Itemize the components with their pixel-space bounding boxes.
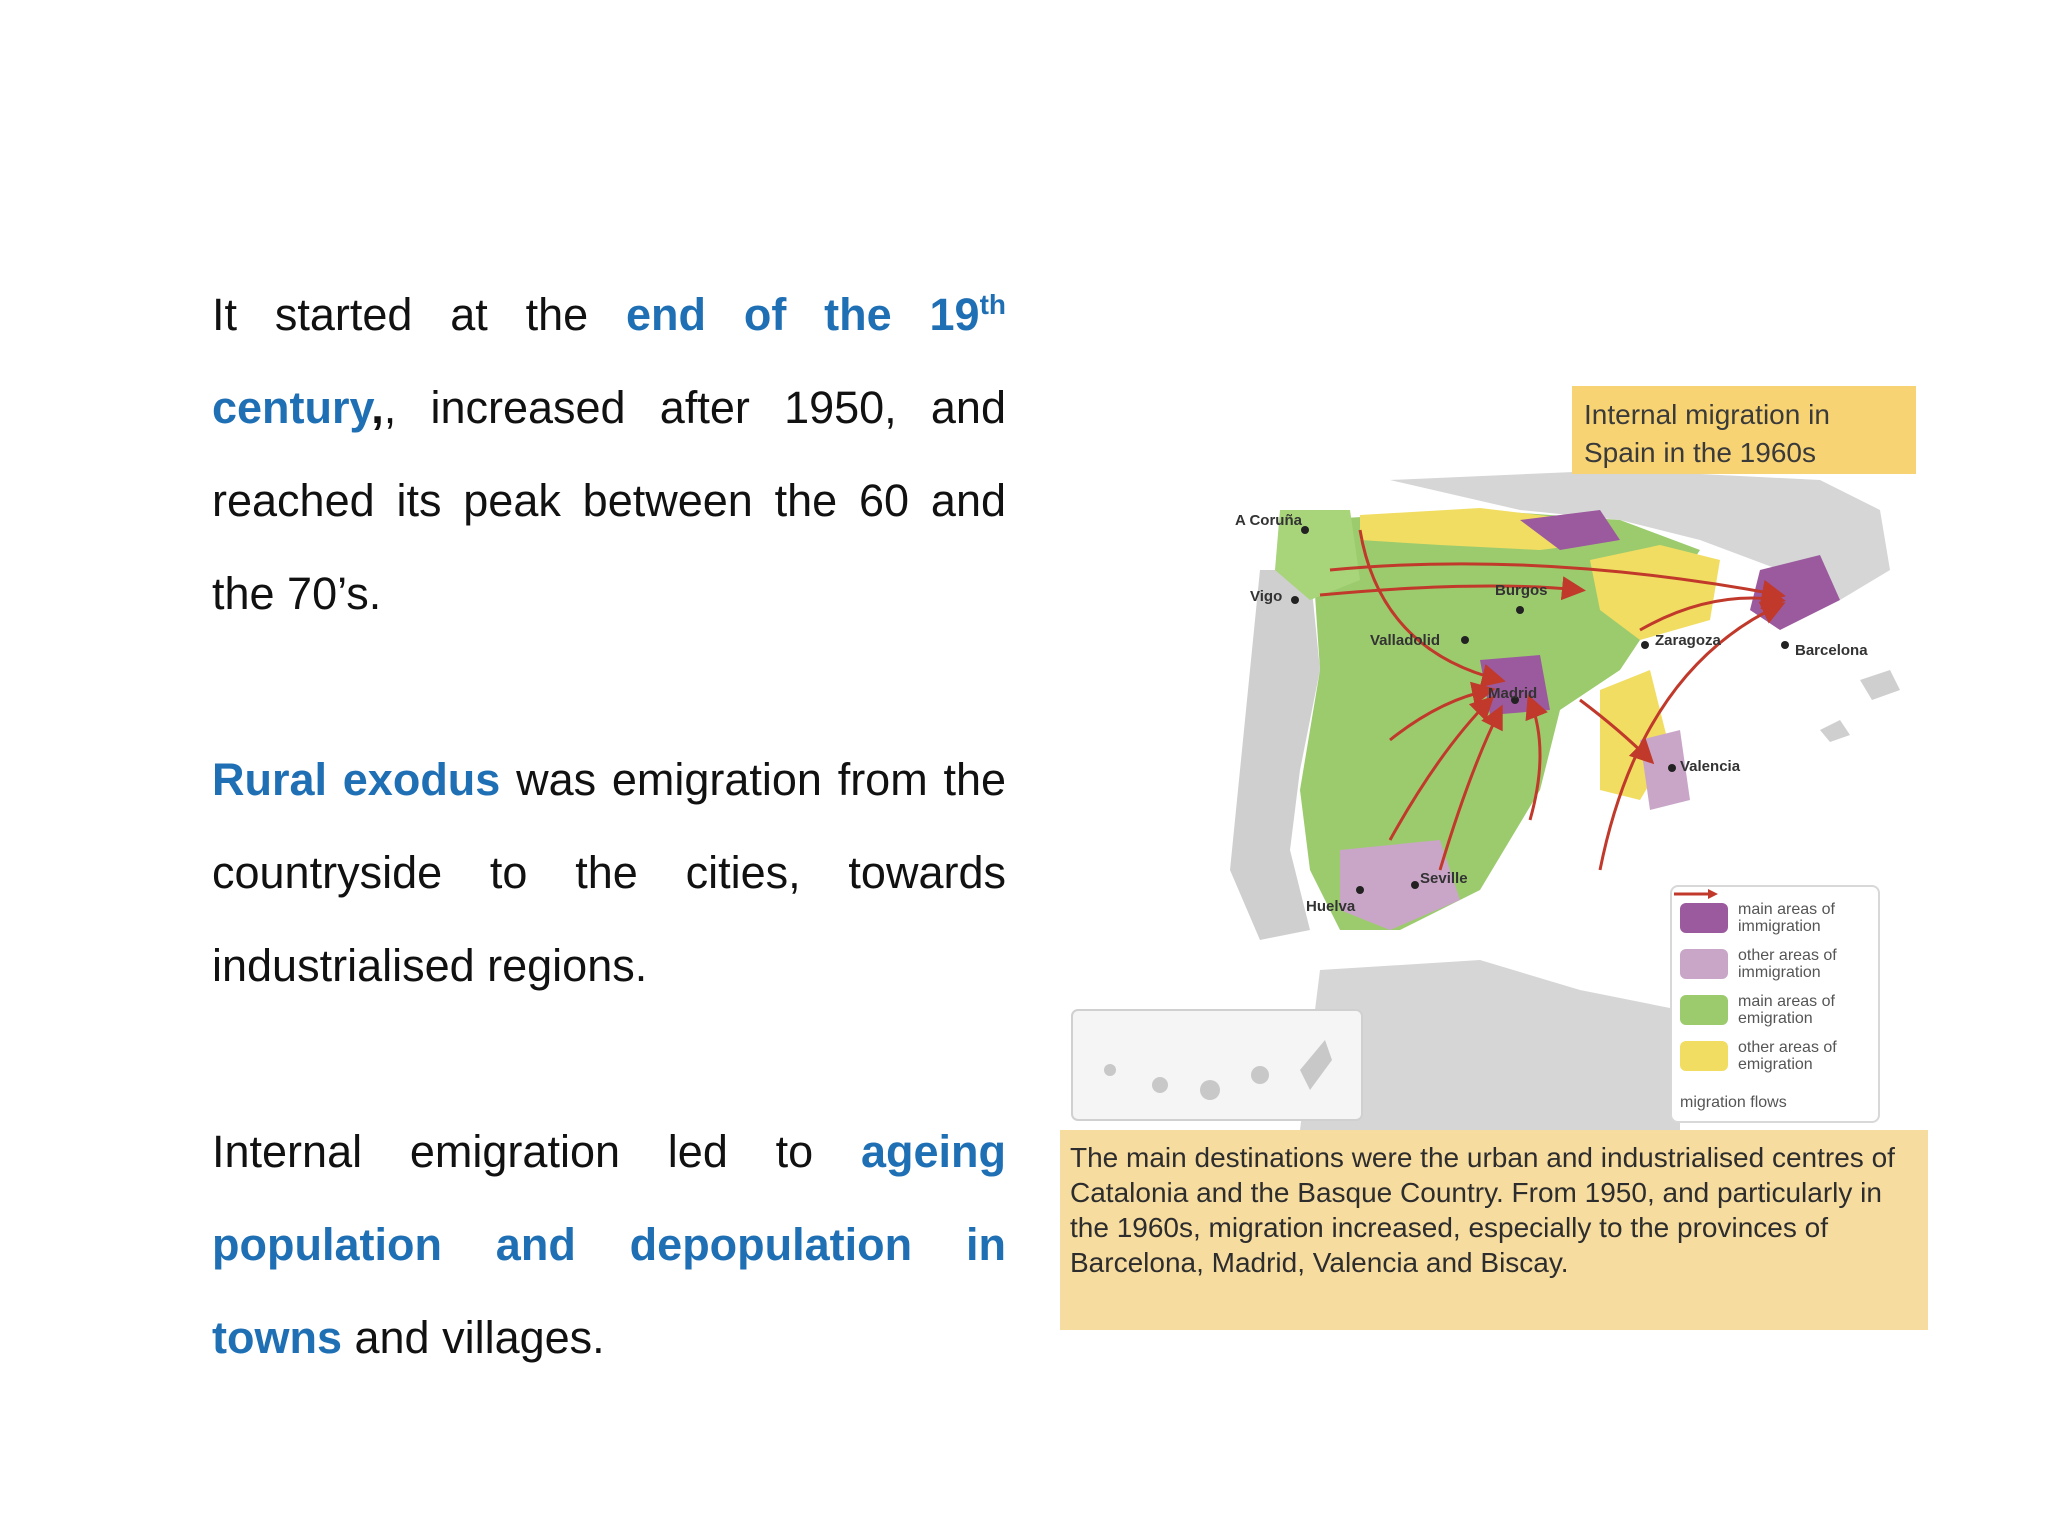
map-caption: The main destinations were the urban and industrialised centres of Catalonia and the Basque Country. From 1950, and particularly in the 1960s, migration increased, especially to the provinces of Barcelona, Madrid, Valencia and Biscay. (1060, 1130, 1928, 1330)
city-dot (1516, 606, 1524, 614)
legend-label: main areas of emigration (1738, 993, 1835, 1027)
canary-island (1104, 1064, 1116, 1076)
legend-item-other-emigration (1680, 1033, 1870, 1079)
legend-label: other areas of emigration (1738, 1039, 1837, 1073)
city-label-sevilla: Seville (1420, 870, 1468, 887)
canary-island (1251, 1066, 1269, 1084)
migration-map-figure (1060, 370, 1928, 1330)
flow-arrow-icon (1672, 887, 1720, 901)
city-label-barcelona: Barcelona (1795, 642, 1868, 659)
city-dot (1781, 641, 1789, 649)
canary-island (1200, 1080, 1220, 1100)
city-label-vigo: Vigo (1250, 588, 1283, 605)
legend-item-other-immigration (1680, 941, 1870, 987)
highlight-ageing-depopulation: ageing population and depopulation in towns (212, 1126, 1006, 1363)
city-label-valladolid: Valladolid (1370, 632, 1441, 649)
city-label-huelva: Huelva (1306, 898, 1356, 915)
text-span: and villages. (342, 1312, 605, 1363)
legend-label: main areas of immigration (1738, 901, 1835, 935)
legend-item-flows (1680, 1079, 1870, 1125)
legend-item-main-immigration (1680, 895, 1870, 941)
comma: , (371, 382, 384, 433)
text-span: Internal emigration led to (212, 1126, 861, 1177)
paragraph-rural-exodus (212, 733, 1006, 1012)
legend-swatch (1680, 903, 1728, 933)
city-dot (1411, 881, 1419, 889)
text-span: century (212, 382, 372, 433)
highlight-rural-exodus: Rural exodus (212, 754, 501, 805)
map-legend (1670, 885, 1880, 1123)
text-span: It started at the (212, 289, 627, 340)
city-label-coruna: A Coruña (1235, 512, 1302, 529)
city-dot (1461, 636, 1469, 644)
city-label-zaragoza: Zaragoza (1655, 632, 1721, 649)
legend-label: migration flows (1680, 1093, 1787, 1111)
text-column (212, 268, 1006, 1384)
legend-swatch (1680, 1041, 1728, 1071)
text-span: , increased after 1950, and reached its peak between the 60 and the 70’s. (212, 382, 1006, 619)
city-label-madrid: Madrid (1488, 685, 1538, 702)
legend-swatch (1680, 949, 1728, 979)
text-span: end of the 19 (626, 289, 980, 340)
city-dot (1291, 596, 1299, 604)
map-title: Internal migration in Spain in the 1960s (1572, 386, 1916, 474)
city-label-burgos: Burgos (1495, 582, 1548, 599)
paragraph-consequences (212, 1105, 1006, 1384)
city-dot (1668, 764, 1676, 772)
city-dot (1641, 641, 1649, 649)
legend-item-main-emigration (1680, 987, 1870, 1033)
city-dot (1356, 886, 1364, 894)
legend-label: other areas of immigration (1738, 947, 1837, 981)
text-span: was emigration from the countryside to the cities, towards industrialised regions. (212, 754, 1006, 991)
superscript: th (979, 289, 1006, 320)
legend-swatch (1680, 995, 1728, 1025)
city-label-valencia: Valencia (1680, 758, 1741, 775)
canary-island (1152, 1077, 1168, 1093)
city-dot (1301, 526, 1309, 534)
paragraph-history (212, 268, 1006, 640)
